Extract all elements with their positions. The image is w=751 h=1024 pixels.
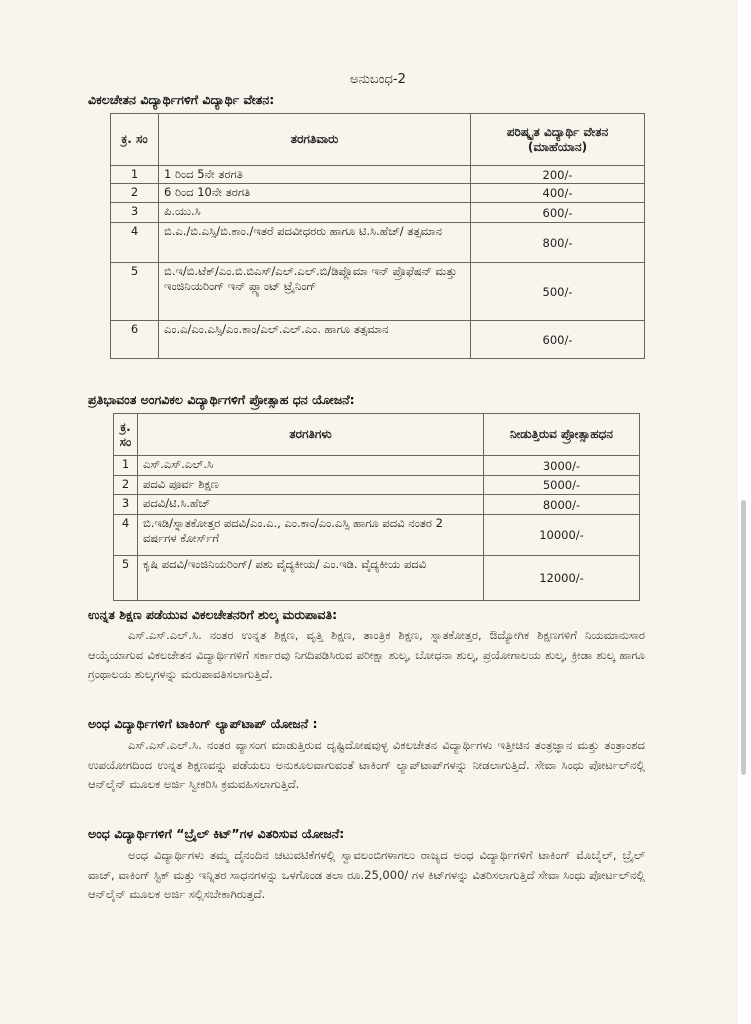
row-class: ಎಂ.ಎ/ಎಂ.ಎಸ್ಸಿ/ಎಂ.ಕಾಂ/ಎಲ್.ಎಲ್.ಎಂ. ಹಾಗೂ ತತ್ಸಮಾನ bbox=[159, 321, 471, 359]
incentive-table bbox=[113, 413, 640, 601]
section-fee-refund-title: ಉನ್ನತ ಶಿಕ್ಷಣ ಪಡೆಯುವ ವಿಕಲಚೇತನರಿಗೆ ಶುಲ್ಕ ಮರುಪಾವತಿ: bbox=[88, 607, 338, 622]
row-class: ಕೃಷಿ ಪದವಿ/ಇಂಜಿನಿಯರಿಂಗ್/ ಪಶು ವೈದ್ಯಕೀಯ/ ಎಂ.ಇಡಿ. ವೈದ್ಯಕೀಯ ಪದವಿ bbox=[138, 556, 484, 601]
col-amount: ಪರಿಷ್ಕೃತ ವಿದ್ಯಾರ್ಥಿ ವೇತನ (ಮಾಹೆಯಾನ) bbox=[471, 114, 645, 166]
row-amount: 400/- bbox=[471, 184, 645, 203]
table-row bbox=[111, 166, 645, 184]
table-header-row bbox=[114, 414, 640, 456]
section-incentive-title: ಪ್ರತಿಭಾವಂತ ಅಂಗವಿಕಲ ವಿದ್ಯಾರ್ಥಿಗಳಿಗೆ ಪ್ರೋತ್ಸಾಹ ಧನ ಯೋಜನೆ: bbox=[88, 392, 355, 407]
annex-title: ಅನುಬಂಧ-2 bbox=[350, 72, 406, 87]
row-amount: 3000/- bbox=[484, 456, 640, 476]
row-number: 4 bbox=[111, 223, 159, 263]
row-amount: 200/- bbox=[471, 166, 645, 184]
col-amount: ನೀಡುತ್ತಿರುವ ಪ್ರೋತ್ಸಾಹಧನ bbox=[484, 414, 640, 456]
row-number: 1 bbox=[114, 456, 138, 476]
row-class: ಬಿ.ಇಡಿ/ಸ್ನಾತಕೋತ್ತರ ಪದವಿ/ಎಂ.ಎ., ಎಂ.ಕಾಂ/ಎಂ.ಎಸ್ಸಿ ಹಾಗೂ ಪದವಿ ನಂತರ 2 ವರ್ಷಗಳ ಕೋರ್ಸ್‌ಗೆ bbox=[138, 515, 484, 556]
stipend-table bbox=[110, 113, 645, 359]
row-number: 2 bbox=[111, 184, 159, 203]
row-amount: 500/- bbox=[471, 263, 645, 321]
row-number: 4 bbox=[114, 515, 138, 556]
section-braille-title: ಅಂಧ ವಿದ್ಯಾರ್ಥಿಗಳಿಗೆ “ಬ್ರೈಲ್ ಕಿಟ್”ಗಳ ವಿತರಿಸುವ ಯೋಜನೆ: bbox=[88, 826, 345, 841]
col-class: ತರಗತಿವಾರು bbox=[159, 114, 471, 166]
row-class: 1 ರಿಂದ 5ನೇ ತರಗತಿ bbox=[159, 166, 471, 184]
table-row bbox=[114, 456, 640, 476]
row-class: ಎಸ್.ಎಸ್.ಎಲ್.ಸಿ bbox=[138, 456, 484, 476]
table-row bbox=[111, 263, 645, 321]
row-number: 6 bbox=[111, 321, 159, 359]
table-row bbox=[111, 203, 645, 223]
section-braille-body: ಅಂಧ ವಿದ್ಯಾರ್ಥಿಗಳು ತಮ್ಮ ದೈನಂದಿನ ಚಟುವಟಿಕೆಗಳಲ್ಲಿ ಸ್ವಾವಲಂಬಿಗಳಾಗಲು ರಾಜ್ಯದ ಅಂಧ ವಿದ್ಯಾರ್ಥಿಗಳಿಗೆ ಟಾಕಿಂಗ್ ಮೊಬೈಲ್, ಬ್ರೈಲ್ ವಾಚ್, ವಾಕಿಂಗ್ ಸ್ಟಿಕ್ ಮತ್ತು ಇನ್ನಿತರ ಸಾಧನಗಳನ್ನು ಒಳಗೊಂಡ ತಲಾ ರೂ.25,000/ ಗಳ ಕಿಟ್‌ಗಳನ್ನು ವಿತರಿಸಲಾಗುತ್ತಿದೆ ಸೇವಾ ಸಿಂಧು ಪೋರ್ಟಲ್‌ನಲ್ಲಿ ಆನ್‌ಲೈನ್ ಮೂಲಕ ಅರ್ಜಿ ಸಲ್ಲಿಸಬೇಕಾಗಿರುತ್ತದೆ. bbox=[88, 848, 645, 901]
row-class: ಪಿ.ಯು.ಸಿ bbox=[159, 203, 471, 223]
row-amount: 600/- bbox=[471, 321, 645, 359]
col-class: ತರಗತಿಗಳು bbox=[138, 414, 484, 456]
section-laptop-body: ಎಸ್.ಎಸ್.ಎಲ್.ಸಿ. ನಂತರ ವ್ಯಾಸಂಗ ಮಾಡುತ್ತಿರುವ ದೃಷ್ಟಿದೋಷವುಳ್ಳ ವಿಕಲಚೇತನ ವಿದ್ಯಾರ್ಥಿಗಳು ಇತ್ತೀಚಿನ ತಂತ್ರಜ್ಞಾನ ಮತ್ತು ತಂತ್ರಾಂಶದ ಉಪಯೋಗದಿಂದ ಉನ್ನತ ಶಿಕ್ಷಣವನ್ನು ಪಡೆಯಲು ಅನುಕೂಲವಾಗುವಂತೆ ಟಾಕಿಂಗ್ ಲ್ಯಾಪ್‌ಟಾಪ್‌ಗಳನ್ನು ನೀಡಲಾಗುತ್ತಿದೆ. ಸೇವಾ ಸಿಂಧು ಪೋರ್ಟಲ್‌ನಲ್ಲಿ ಆನ್‌ಲೈನ್ ಮೂಲಕ ಅರ್ಜಿ ಸ್ವೀಕರಿಸಿ ಕ್ರಮವಹಿಸಲಾಗುತ್ತಿದೆ. bbox=[88, 738, 645, 791]
col-sno: ಕ್ರ. ಸಂ bbox=[111, 114, 159, 166]
section-stipend-title: ವಿಕಲಚೇತನ ವಿದ್ಯಾರ್ಥಿಗಳಿಗೆ ವಿದ್ಯಾರ್ಥಿ ವೇತನ: bbox=[88, 92, 275, 107]
table-row bbox=[114, 556, 640, 601]
row-number: 5 bbox=[114, 556, 138, 601]
table-row bbox=[111, 321, 645, 359]
row-class: ಬಿ.ಎ./ಬಿ.ಎಸ್ಸಿ/ಬಿ.ಕಾಂ./ಇತರೆ ಪದವೀಧರರು ಹಾಗೂ ಟಿ.ಸಿ.ಹೆಚ್/ ತತ್ಸಮಾನ bbox=[159, 223, 471, 263]
row-class: ಪದವಿ ಪೂರ್ವ ಶಿಕ್ಷಣ bbox=[138, 476, 484, 495]
table-row bbox=[111, 223, 645, 263]
row-amount: 12000/- bbox=[484, 556, 640, 601]
row-number: 5 bbox=[111, 263, 159, 321]
row-amount: 600/- bbox=[471, 203, 645, 223]
row-number: 3 bbox=[114, 495, 138, 515]
row-amount: 800/- bbox=[471, 223, 645, 263]
row-amount: 10000/- bbox=[484, 515, 640, 556]
row-amount: 8000/- bbox=[484, 495, 640, 515]
table-row bbox=[111, 184, 645, 203]
table-row bbox=[114, 476, 640, 495]
scrollbar[interactable] bbox=[741, 500, 746, 775]
row-class: ಬಿ.ಇ/ಬಿ.ಟೆಕ್/ಎಂ.ಬಿ.ಬಿಎಸ್/ಎಲ್.ಎಲ್.ಬಿ/ಡಿಪ್ಲೊಮಾ ಇನ್ ಪ್ರೊಫೆಷನ್ ಮತ್ತು ಇಂಜಿನಿಯರಿಂಗ್ ಇನ್ ಪ್ಲ್ಯಾಂಟ್ ಟ್ರೈನಿಂಗ್ bbox=[159, 263, 471, 321]
section-fee-refund-body: ಎಸ್.ಎಸ್.ಎಲ್.ಸಿ. ನಂತರ ಉನ್ನತ ಶಿಕ್ಷಣ, ವೃತ್ತಿ ಶಿಕ್ಷಣ, ತಾಂತ್ರಿಕ ಶಿಕ್ಷಣ, ಸ್ನಾತಕೋತ್ತರ, ಔದ್ಯೋಗಿಕ ಶಿಕ್ಷಣಗಳಿಗೆ ನಿಯಮಾನುಸಾರ ಆಯ್ಕೆಯಾಗುವ ವಿಕಲಚೇತನ ವಿದ್ಯಾರ್ಥಿಗಳಿಗೆ ಸರ್ಕಾರವು ನಿಗದಿಪಡಿಸಿರುವ ಪರೀಕ್ಷಾ ಶುಲ್ಕ, ಬೋಧನಾ ಶುಲ್ಕ, ಪ್ರಯೋಗಾಲಯ ಶುಲ್ಕ, ಕ್ರೀಡಾ ಶುಲ್ಕ ಹಾಗೂ ಗ್ರಂಥಾಲಯ ಶುಲ್ಕಗಳನ್ನು ಮರುಪಾವತಿಸಲಾಗುತ್ತಿದೆ. bbox=[88, 628, 645, 681]
row-number: 3 bbox=[111, 203, 159, 223]
table-header-row bbox=[111, 114, 645, 166]
row-class: 6 ರಿಂದ 10ನೇ ತರಗತಿ bbox=[159, 184, 471, 203]
row-number: 1 bbox=[111, 166, 159, 184]
col-sno: ಕ್ರ. ಸಂ bbox=[114, 414, 138, 456]
row-amount: 5000/- bbox=[484, 476, 640, 495]
row-class: ಪದವಿ/ಟಿ.ಸಿ.ಹೆಚ್ bbox=[138, 495, 484, 515]
table-row bbox=[114, 495, 640, 515]
table-row bbox=[114, 515, 640, 556]
section-laptop-title: ಅಂಧ ವಿದ್ಯಾರ್ಥಿಗಳಿಗೆ ಟಾಕಿಂಗ್ ಲ್ಯಾಪ್‌ಟಾಪ್ ಯೋಜನೆ : bbox=[88, 716, 318, 731]
row-number: 2 bbox=[114, 476, 138, 495]
